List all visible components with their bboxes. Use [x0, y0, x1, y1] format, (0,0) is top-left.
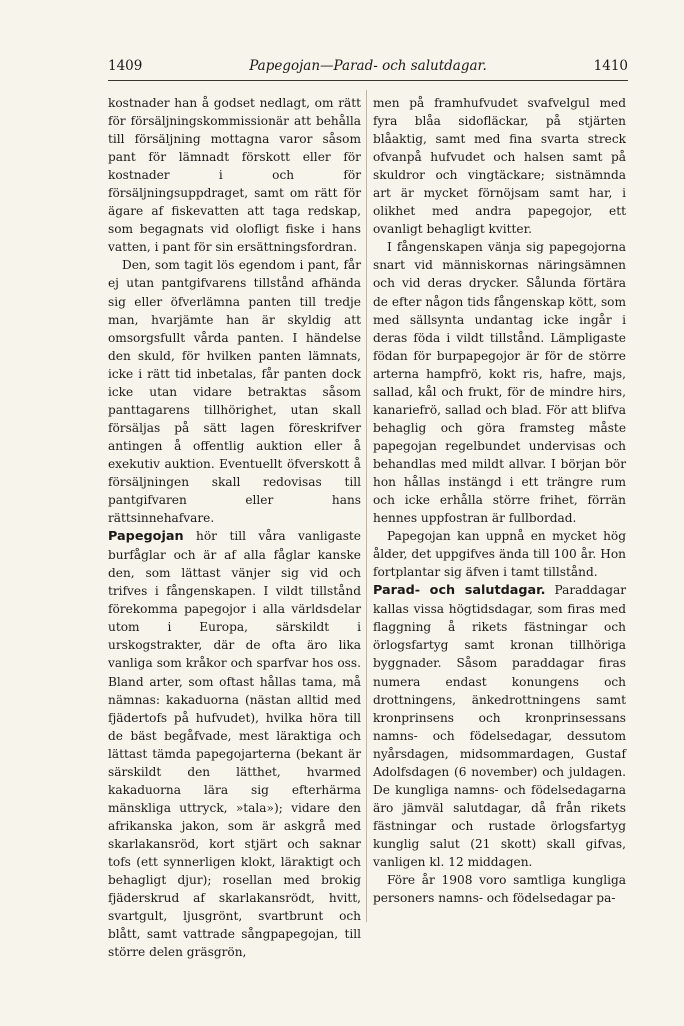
paragraph: kostnader han å godset nedlagt, om rätt för försäljningskommissionär att behålla till försäljning mottagna varor såsom pant för lämnadt förskott eller för kostnader i och för försäljningsuppdraget, samt om rätt för ägare af fiskevatten att taga redskap, som begagnats vid olofligt fiske i hans vatten, i pant för sin ersättningsfordran. [108, 96, 361, 255]
column-divider [366, 90, 367, 922]
entry-headword: Papegojan [108, 529, 184, 545]
left-column [108, 94, 361, 961]
entry-headword: Parad- och salutdagar. [373, 583, 546, 599]
entry-parad-och-salutdagar [373, 581, 626, 871]
paragraph: Före år 1908 voro samtliga kungliga personers namns- och födelsedagar pa- [373, 873, 626, 906]
entry-text: hör till våra vanligaste burfåglar och är af alla fåglar kanske den, som lättast vänjer sig vid och trifves i fångenskapen. I vildt tillstånd förekomma papegojor i alla världsdelar utom i Europa, särskildt i urskogstrakter, där de ofta äro lika vanliga som kråkor och sparfvar hos oss. Bland arter, som oftast hållas tama, må nämnas: kakaduorna (nästan alltid med fjädertofs på hufvudet), hvilka höra till de bäst begåfvade, mest läraktiga och lättast tämda papegojarterna (bekant är särskildt den lätthet, hvarmed kakaduorna lära sig efterhärma mänskliga uttryck, »tala»); vidare den afrikanska jakon, som är askgrå med skarlakansröd, kort stjärt och saknar tofs (ett synnerligen klokt, läraktigt och behagligt djur); rosellan med brokig fjäderskrud af skarlakansrödt, hvitt, svartgult, ljusgrönt, svartbrunt och blått, samt vattrade sångpapegojan, till större delen gräsgrön, [108, 529, 361, 960]
header-rule [108, 80, 628, 81]
running-header [108, 58, 628, 78]
entry-text: Paraddagar kallas vissa högtidsdagar, som firas med flaggning å rikets fästningar och örlogsfartyg samt kronan tillhöriga byggnader. Såsom paraddagar firas numera endast konungens och drottningens, änkedrottningens samt kronprinsens och kronprinsessans namns- och födelsedagar, dessutom nyårsdagen, midsommardagen, Gustaf Adolfsdagen (6 november) och juldagen. De kungliga namns- och födelsedagarna äro jämväl salutdagar, då från rikets fästningar och rustade örlogsfartyg kunglig salut (21 skott) skall gifvas, vanligen kl. 12 middagen. [373, 583, 627, 869]
entry-papegojan [108, 527, 361, 961]
paragraph: Den, som tagit lös egendom i pant, får ej utan pantgifvarens tillstånd afhända sig eller öfverlämna panten till tredje man, hvarjämte han är skyldig att omsorgsfullt vårda panten. I händelse den skuld, för hvilken panten lämnats, icke i rätt tid inbetalas, får panten dock icke utan vidare betraktas såsom panttagarens tillhörighet, utan skall försäljas på sätt lagen föreskrifver antingen å offentlig auktion eller å exekutiv auktion. Eventuellt öfverskott å försäljningen skall redovisas till pantgifvaren eller hans rättsinnehafvare. [108, 258, 361, 526]
right-column [373, 94, 626, 907]
paragraph: men på framhufvudet svafvelgul med fyra blåa sidofläckar, på stjärten blåaktig, samt med fina svarta streck ofvanpå hufvudet och halsen samt på skuldror och vingtäckare; sistnämnda art är mycket förnöjsam samt har, i olikhet med andra papegojor, ett ovanligt behagligt kvitter. [373, 96, 626, 237]
paragraph: I fångenskapen vänja sig papegojorna snart vid människornas näringsämnen och vid deras drycker. Sålunda förtära de efter någon tids fångenskap kött, som med sällsynta undantag icke ingår i deras föda i vildt tillstånd. Lämpligaste födan för burpapegojor är för de större arterna hampfrö, kokt ris, hafre, majs, sallad, kål och frukt, för de mindre hirs, kanariefrö, sallad och blad. För att blifva behaglig och göra framsteg måste papegojan regelbundet undervisas och behandlas med mildt allvar. I början bör hon hållas instängd i ett trängre rum och icke erhålla större frihet, förrän hennes uppfostran är fullbordad. [373, 240, 626, 526]
page-number-right: 1410 [593, 58, 628, 74]
paragraph: Papegojan kan uppnå en mycket hög ålder, det uppgifves ända till 100 år. Hon fortplantar sig äfven i tamt tillstånd. [373, 529, 626, 580]
page-number-left: 1409 [108, 58, 143, 74]
running-title: Papegojan—Parad- och salutdagar. [249, 58, 487, 74]
